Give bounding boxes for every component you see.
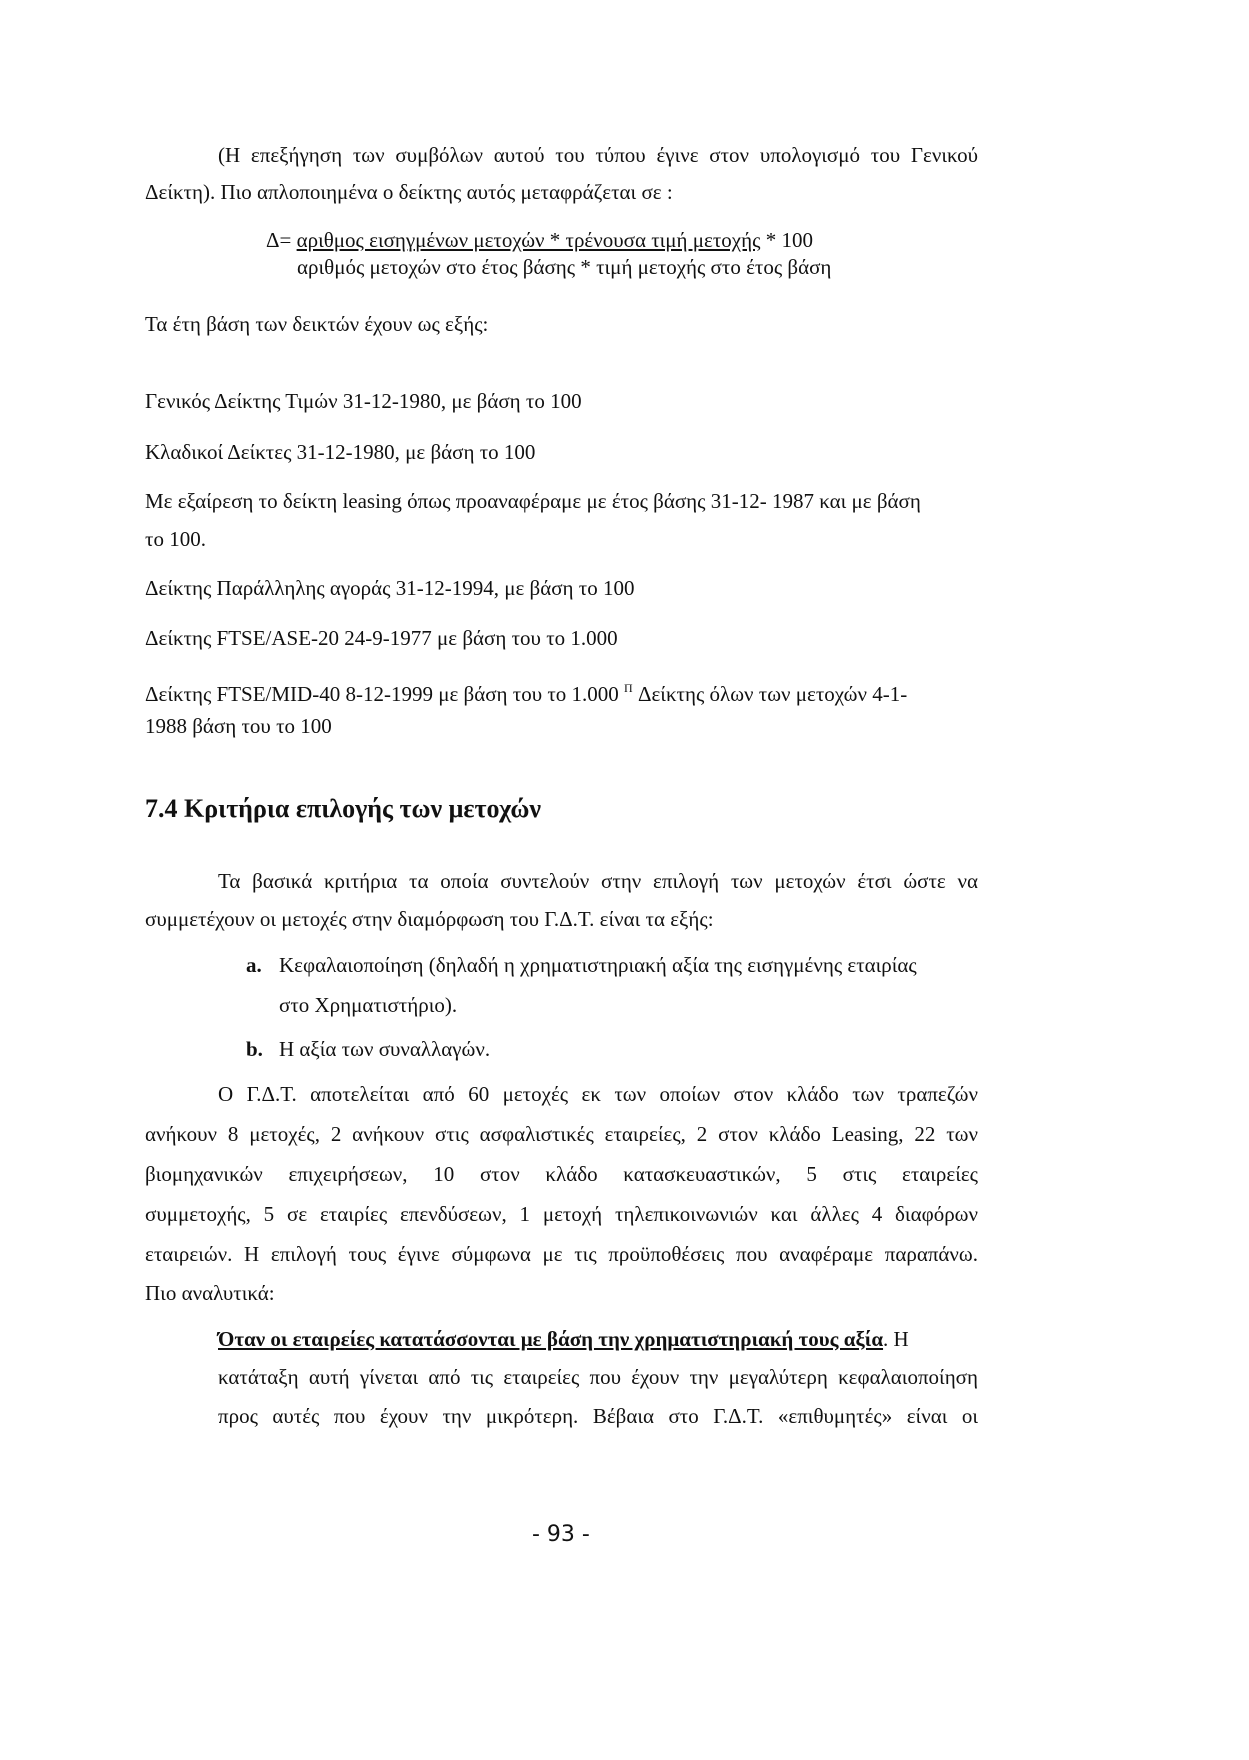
base-years-heading: Τα έτη βάση των δεικτών έχουν ως εξής: bbox=[145, 312, 489, 336]
section-heading: 7.4 Κριτήρια επιλογής των μετοχών bbox=[145, 794, 542, 823]
mid40-index-line-cont: 1988 βάση του το 100 bbox=[145, 714, 332, 738]
page-number: - 93 - bbox=[532, 1522, 590, 1547]
paragraph-text: . Η bbox=[883, 1327, 909, 1351]
paragraph-line: προς αυτές που έχουν την μικρότερη. Βέβαια στο Γ.Δ.Τ. «επιθυμητές» είναι οι bbox=[218, 1404, 978, 1428]
list-item-text: Η αξία των συναλλαγών. bbox=[279, 1037, 491, 1061]
exception-line: το 100. bbox=[145, 527, 206, 551]
sector-index-line: Κλαδικοί Δείκτες 31-12-1980, με βάση το 100 bbox=[145, 440, 536, 464]
list-item-text: Κεφαλαιοποίηση (δηλαδή η χρηματιστηριακή αξία της εισηγμένης εταιρίας bbox=[279, 953, 917, 977]
paragraph-line: βιομηχανικών επιχειρήσεων, 10 στον κλάδο κατασκευαστικών, 5 στις εταιρείες bbox=[145, 1162, 978, 1186]
paragraph-line: Ο Γ.Δ.Τ. αποτελείται από 60 μετοχές εκ των οποίων στον κλάδο των τραπεζών bbox=[218, 1082, 978, 1106]
footnote-mark: П bbox=[624, 681, 633, 695]
paragraph-line: Τα βασικά κριτήρια τα οποία συντελούν στην επιλογή των μετοχών έτσι ώστε να bbox=[218, 869, 978, 893]
paragraph-line: Πιο αναλυτικά: bbox=[145, 1281, 275, 1305]
formula-multiplier: * 100 bbox=[765, 228, 813, 252]
list-marker: b. bbox=[246, 1037, 263, 1061]
formula-denominator: αριθμός μετοχών στο έτος βάσης * τιμή μετοχής στο έτος βάση bbox=[297, 255, 832, 279]
parallel-index-line: Δείκτης Παράλληλης αγοράς 31-12-1994, με βάση το 100 bbox=[145, 576, 635, 600]
formula-numerator-line bbox=[266, 226, 813, 254]
list-item-text: στο Χρηματιστήριο). bbox=[279, 993, 458, 1017]
formula-prefix: Δ= bbox=[266, 228, 292, 252]
paragraph-line: συμμετέχουν οι μετοχές στην διαμόρφωση του Γ.Δ.Τ. είναι τα εξής: bbox=[145, 907, 714, 931]
formula-numerator: αριθμος εισηγμένων μετοχών * τρένουσα τιμή μετοχής bbox=[296, 228, 761, 252]
mid40-text: Δείκτης FTSE/MID-40 8-12-1999 με βάση του το 1.000 bbox=[145, 682, 619, 706]
list-marker: a. bbox=[246, 953, 262, 977]
paragraph-line bbox=[218, 1325, 909, 1353]
intro-line: Δείκτη). Πιο απλοποιημένα ο δείκτης αυτός μεταφράζεται σε : bbox=[145, 180, 673, 204]
paragraph-line: εταιρειών. Η επιλογή τους έγινε σύμφωνα με τις προϋποθέσεις που αναφέραμε παραπάνω. bbox=[145, 1242, 978, 1266]
general-index-line: Γενικός Δείκτης Τιμών 31-12-1980, με βάση το 100 bbox=[145, 389, 582, 413]
paragraph-line: κατάταξη αυτή γίνεται από τις εταιρείες που έχουν την μεγαλύτερη κεφαλαιοποίηση bbox=[218, 1365, 978, 1389]
exception-line: Με εξαίρεση το δείκτη leasing όπως προαναφέραμε με έτος βάσης 31-12- 1987 και με βάση bbox=[145, 489, 921, 513]
mid40-index-line bbox=[145, 674, 907, 708]
all-shares-text: Δείκτης όλων των μετοχών 4-1- bbox=[637, 682, 908, 706]
paragraph-line: συμμετοχής, 5 σε εταιρίες επενδύσεων, 1 μετοχή τηλεπικοινωνιών και άλλες 4 διαφόρων bbox=[145, 1202, 978, 1226]
paragraph-line: ανήκουν 8 μετοχές, 2 ανήκουν στις ασφαλιστικές εταιρείες, 2 στον κλάδο Leasing, 22 των bbox=[145, 1122, 978, 1146]
intro-line: (Η επεξήγηση των συμβόλων αυτού του τύπου έγινε στον υπολογισμό του Γενικού bbox=[218, 143, 978, 167]
ftse20-index-line: Δείκτης FTSE/ASE-20 24-9-1977 με βάση του το 1.000 bbox=[145, 626, 618, 650]
bold-underlined-phrase: Όταν οι εταιρείες κατατάσσονται με βάση την χρηματιστηριακή τους αξία bbox=[218, 1327, 884, 1351]
